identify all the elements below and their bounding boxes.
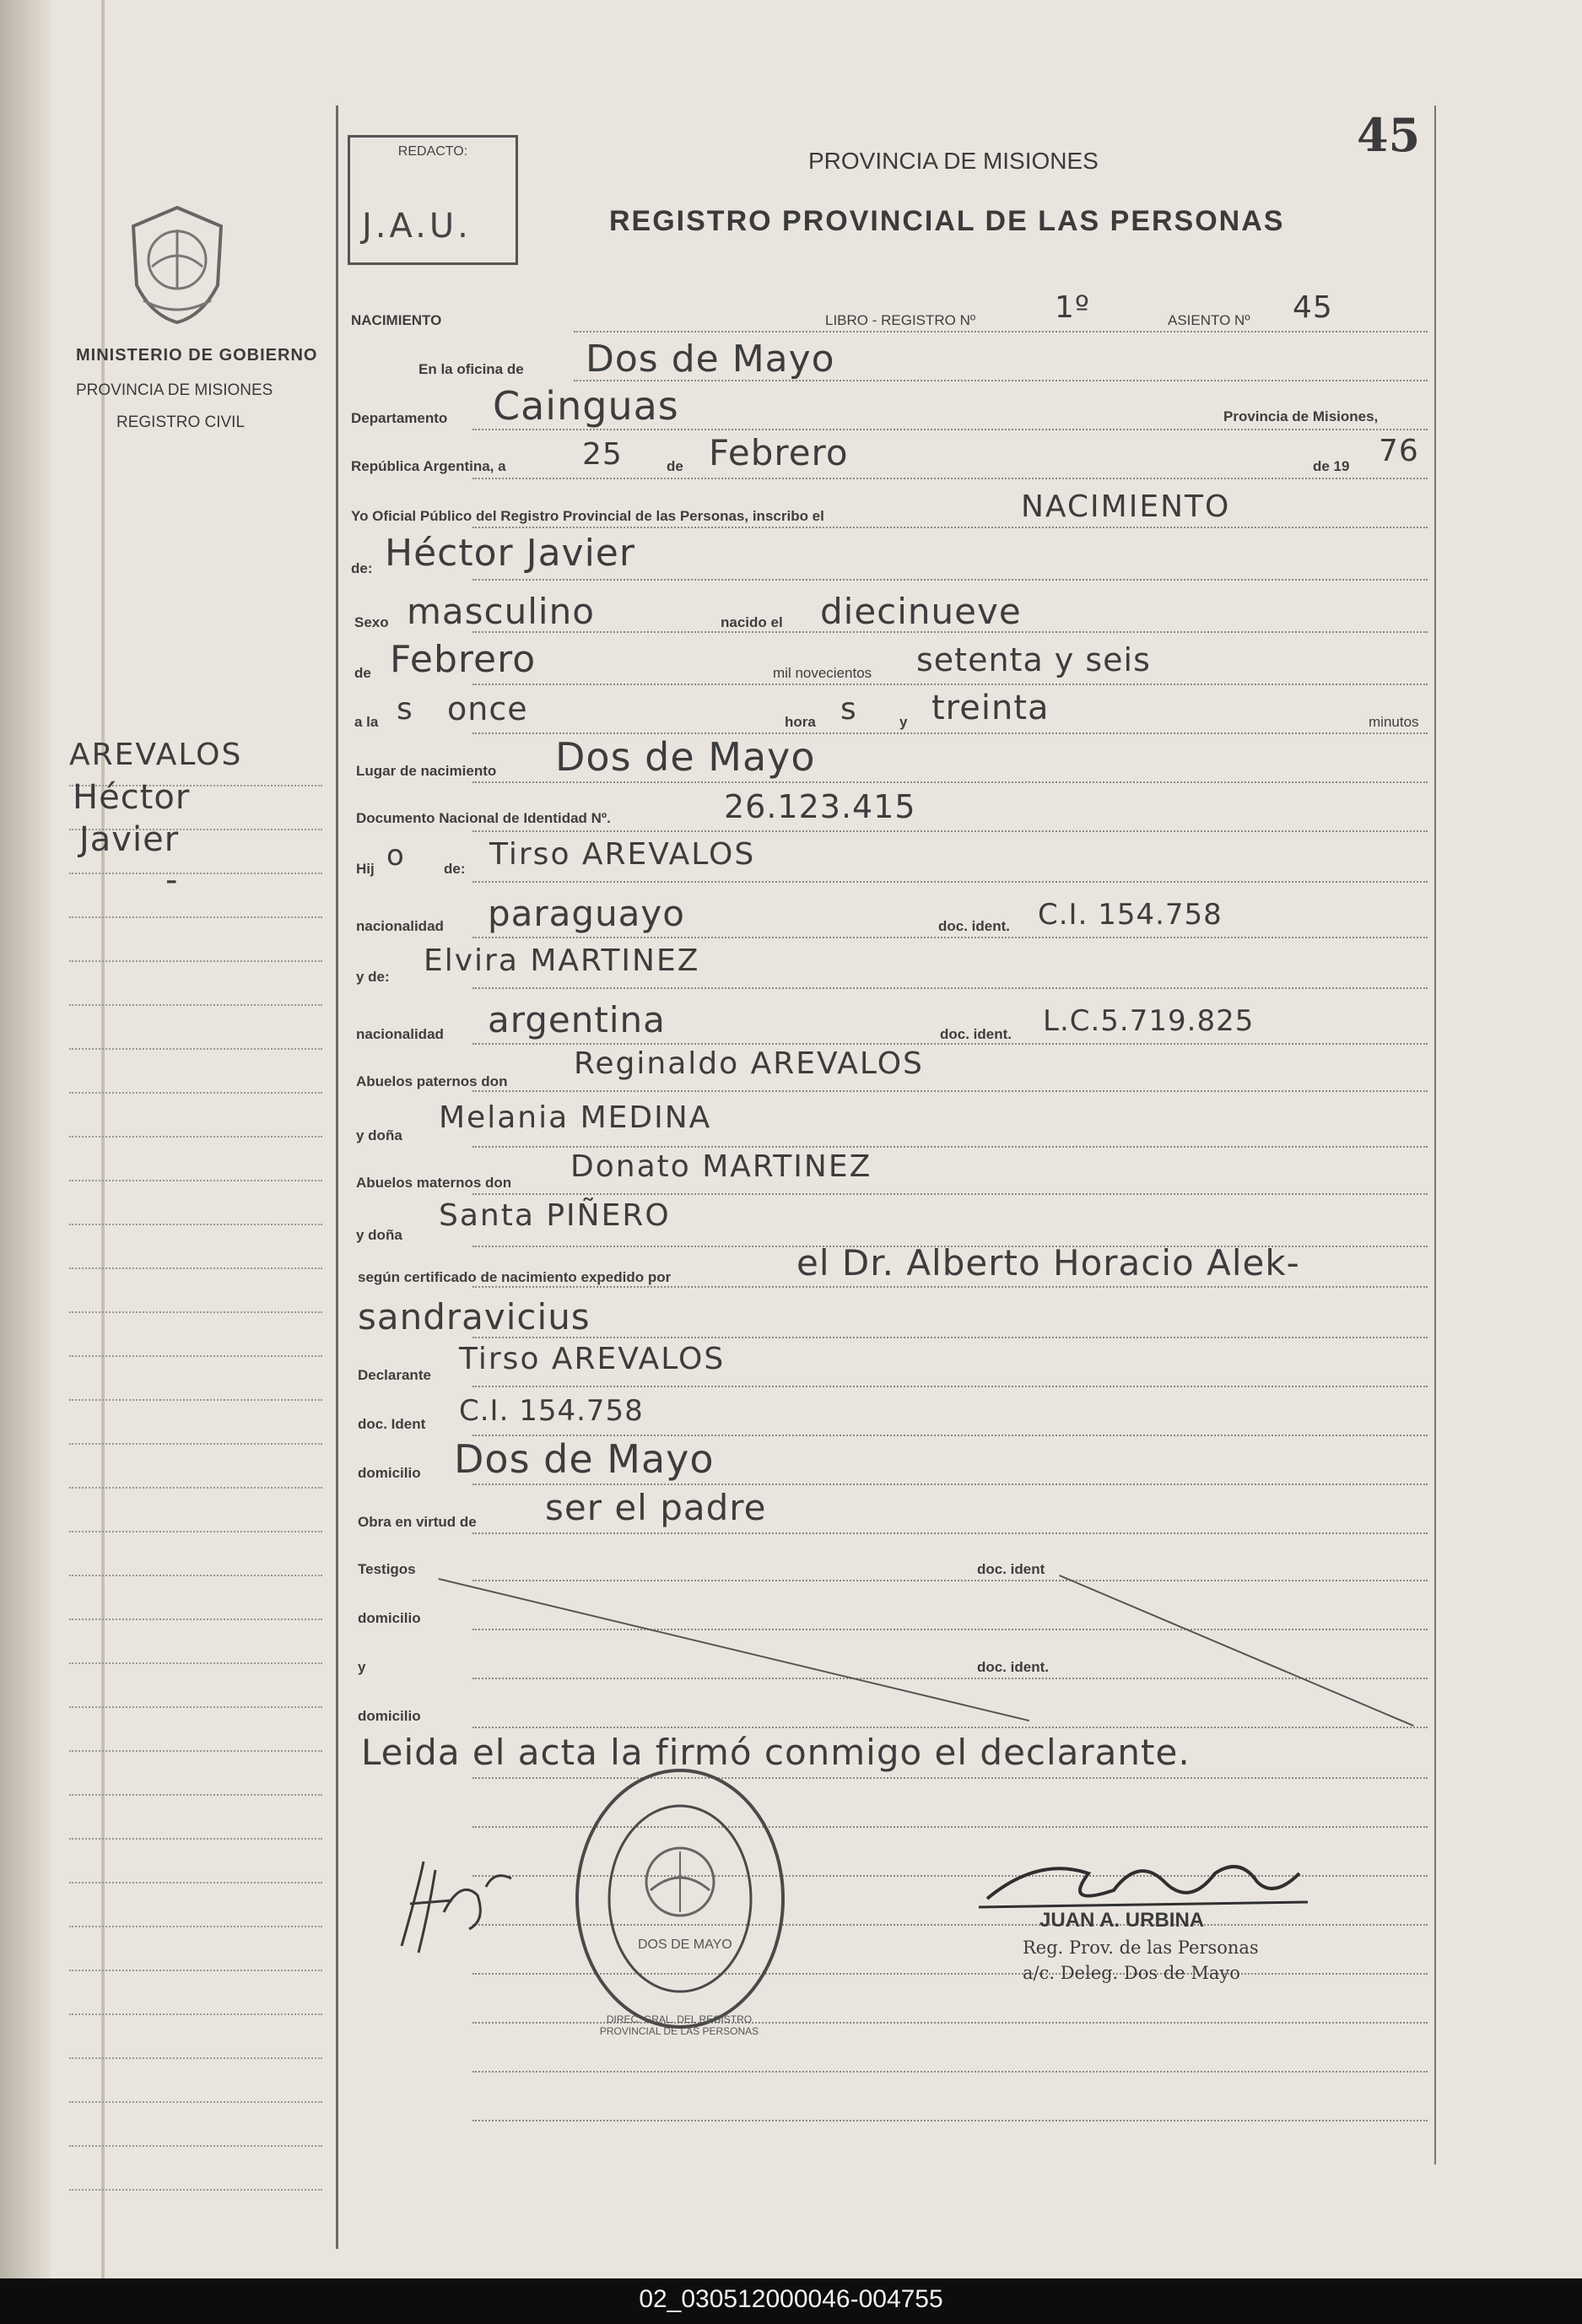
value-abuelo-materno: Donato MARTINEZ bbox=[570, 1149, 872, 1184]
value-a-las-suffix: s bbox=[397, 692, 413, 727]
margin-ruled-line bbox=[69, 1882, 322, 1884]
value-padre: Tirso AREVALOS bbox=[489, 837, 756, 872]
label-yo-oficial: Yo Oficial Público del Registro Provincial de las Personas, inscribo el bbox=[351, 508, 824, 524]
value-mes: Febrero bbox=[709, 432, 849, 473]
label-de-19: de 19 bbox=[1313, 458, 1350, 474]
ruled-line bbox=[472, 478, 1428, 479]
value-certificado-1: el Dr. Alberto Horacio Alek- bbox=[796, 1242, 1300, 1284]
coat-of-arms-emblem bbox=[118, 201, 236, 327]
label-obra: Obra en virtud de bbox=[358, 1514, 477, 1530]
label-abuelos-paternos: Abuelos paternos don bbox=[356, 1073, 508, 1089]
value-hora: once bbox=[447, 690, 528, 727]
ruled-line bbox=[472, 429, 1428, 430]
margin-ruled-line bbox=[69, 1092, 322, 1094]
margin-ruled-line bbox=[69, 2101, 322, 2103]
ruled-line bbox=[472, 1580, 1428, 1581]
label-hora: hora bbox=[785, 714, 816, 730]
value-certificado-2: sandravicius bbox=[358, 1296, 591, 1338]
value-hij-suffix: o bbox=[386, 839, 405, 873]
value-departamento: Cainguas bbox=[493, 383, 679, 429]
signatory-line-2: a/c. Deleg. Dos de Mayo bbox=[1023, 1963, 1240, 1983]
label-y-de-madre: y de: bbox=[356, 969, 390, 985]
value-declarante: Tirso AREVALOS bbox=[459, 1342, 726, 1376]
value-inscribe: NACIMIENTO bbox=[1021, 489, 1231, 524]
margin-ruled-line bbox=[69, 1575, 322, 1576]
ruled-line bbox=[472, 1146, 1428, 1148]
label-testigos: Testigos bbox=[358, 1561, 416, 1577]
value-asiento: 45 bbox=[1293, 290, 1333, 325]
ruled-line bbox=[472, 2071, 1428, 2073]
signatory-line-1: Reg. Prov. de las Personas bbox=[1023, 1938, 1259, 1958]
ruled-line bbox=[472, 1193, 1428, 1195]
margin-ruled-line bbox=[69, 1224, 322, 1225]
label-doc-ident-declarante: doc. Ident bbox=[358, 1416, 426, 1432]
margin-line bbox=[336, 105, 338, 2249]
value-nacido-dia: diecinueve bbox=[820, 591, 1022, 632]
label-de-mes: de bbox=[354, 665, 371, 681]
value-declarante-domicilio: Dos de Mayo bbox=[454, 1436, 715, 1482]
value-minutos: treinta bbox=[931, 689, 1050, 727]
margin-ruled-line bbox=[69, 1443, 322, 1445]
margin-ruled-line bbox=[69, 1399, 322, 1401]
initials-signature bbox=[385, 1853, 528, 1963]
ministry-line-2: PROVINCIA DE MISIONES bbox=[76, 381, 273, 399]
label-minutos: minutos bbox=[1369, 714, 1419, 730]
redacto-initials: J.A.U. bbox=[362, 207, 472, 246]
label-de-padre: de: bbox=[444, 861, 466, 877]
value-sexo: masculino bbox=[407, 591, 595, 632]
margin-ruled-line bbox=[69, 916, 322, 918]
value-lugar: Dos de Mayo bbox=[555, 734, 816, 780]
ruled-line bbox=[472, 1337, 1428, 1338]
right-border-line bbox=[1434, 105, 1436, 2165]
label-libro: LIBRO - REGISTRO Nº bbox=[825, 312, 976, 328]
margin-ruled-line bbox=[69, 873, 322, 874]
label-y-dona-paterna: y doña bbox=[356, 1127, 402, 1143]
margin-ruled-line bbox=[69, 2145, 322, 2147]
margin-ruled-line bbox=[69, 1706, 322, 1708]
testigos-cancel-stroke-2 bbox=[1059, 1575, 1414, 1727]
label-doc-ident-testigo-2: doc. ident. bbox=[977, 1659, 1049, 1675]
ruled-line bbox=[472, 1678, 1428, 1679]
value-dia: 25 bbox=[582, 437, 623, 472]
ruled-line bbox=[472, 527, 1428, 528]
margin-ruled-line bbox=[69, 2057, 322, 2059]
folio-number: 45 bbox=[1357, 108, 1421, 162]
margin-ruled-line bbox=[69, 1794, 322, 1796]
redacto-box bbox=[348, 135, 518, 265]
ruled-line bbox=[574, 331, 1428, 332]
label-lugar: Lugar de nacimiento bbox=[356, 763, 497, 779]
label-y-testigo-2: y bbox=[358, 1659, 366, 1675]
label-departamento: Departamento bbox=[351, 410, 448, 426]
margin-ruled-line bbox=[69, 1180, 322, 1181]
label-domicilio-declarante: domicilio bbox=[358, 1465, 421, 1481]
seal-ring-text: DIREC. GRAL. DEL REGISTRO PROVINCIAL DE LAS PERSONAS bbox=[599, 2013, 759, 2037]
label-de-dia: de bbox=[667, 458, 683, 474]
binding-edge bbox=[101, 0, 105, 2278]
testigos-cancel-stroke-1 bbox=[439, 1578, 1030, 1721]
ruled-line bbox=[472, 684, 1428, 685]
label-y-dona-materna: y doña bbox=[356, 1227, 402, 1243]
label-nacido: nacido el bbox=[721, 614, 783, 630]
ruled-line bbox=[472, 881, 1428, 883]
margin-ruled-line bbox=[69, 1531, 322, 1532]
closing-statement: Leida el acta la firmó conmigo el declarante. bbox=[361, 1732, 1191, 1773]
label-provincia: Provincia de Misiones, bbox=[1223, 408, 1379, 424]
margin-ruled-line bbox=[69, 1004, 322, 1006]
ruled-line bbox=[472, 1043, 1428, 1045]
value-madre-doc: L.C.5.719.825 bbox=[1043, 1004, 1255, 1038]
label-domicilio-testigo-2: domicilio bbox=[358, 1708, 421, 1724]
redacto-label: REDACTO: bbox=[397, 144, 468, 159]
value-abuela-paterna: Melania MEDINA bbox=[439, 1100, 712, 1135]
margin-ruled-line bbox=[69, 1662, 322, 1664]
signatory-name: JUAN A. URBINA bbox=[1039, 1909, 1205, 1932]
label-sexo: Sexo bbox=[354, 614, 389, 630]
value-libro: 1º bbox=[1055, 290, 1090, 325]
margin-ruled-line bbox=[69, 1355, 322, 1357]
value-padre-doc: C.I. 154.758 bbox=[1038, 898, 1223, 932]
value-hora-suffix: s bbox=[840, 692, 857, 727]
ministry-line-3: REGISTRO CIVIL bbox=[116, 413, 246, 431]
margin-ruled-line bbox=[69, 1136, 322, 1138]
value-nombre: Héctor Javier bbox=[385, 532, 635, 575]
value-padre-nacionalidad: paraguayo bbox=[488, 893, 685, 934]
label-nacionalidad-padre: nacionalidad bbox=[356, 918, 444, 934]
ruled-line bbox=[472, 1090, 1428, 1092]
registry-title: REGISTRO PROVINCIAL DE LAS PERSONAS bbox=[609, 205, 1285, 237]
margin-note-second-name: Javier bbox=[79, 820, 180, 859]
value-oficina: Dos de Mayo bbox=[586, 338, 835, 381]
label-nacionalidad-madre: nacionalidad bbox=[356, 1026, 444, 1042]
label-hij: Hij bbox=[356, 861, 375, 877]
value-anio: 76 bbox=[1379, 434, 1419, 468]
value-madre-nacionalidad: argentina bbox=[488, 999, 666, 1040]
margin-ruled-line bbox=[69, 1267, 322, 1269]
label-abuelos-maternos: Abuelos maternos don bbox=[356, 1175, 512, 1191]
label-segun: según certificado de nacimiento expedido por bbox=[358, 1269, 672, 1285]
label-mil: mil novecientos bbox=[773, 665, 872, 681]
margin-ruled-line bbox=[69, 1838, 322, 1840]
ruled-line bbox=[472, 1286, 1428, 1288]
margin-ruled-line bbox=[69, 2189, 322, 2191]
margin-ruled-line bbox=[69, 1970, 322, 1971]
ruled-line bbox=[472, 1532, 1428, 1534]
value-obra: ser el padre bbox=[545, 1487, 767, 1528]
margin-ruled-line bbox=[69, 1487, 322, 1489]
ruled-line bbox=[472, 937, 1428, 938]
label-domicilio-testigo-1: domicilio bbox=[358, 1610, 421, 1626]
margin-ruled-line bbox=[69, 1926, 322, 1927]
image-identifier: 02_030512000046-004755 bbox=[639, 2285, 943, 2313]
label-doc-ident-madre: doc. ident. bbox=[940, 1026, 1012, 1042]
value-dni: 26.123.415 bbox=[724, 788, 916, 825]
value-madre: Elvira MARTINEZ bbox=[424, 943, 700, 978]
value-nacido-anio: setenta y seis bbox=[916, 641, 1151, 678]
ruled-line bbox=[472, 579, 1428, 581]
label-de-nombre: de: bbox=[351, 560, 373, 576]
ruled-line bbox=[472, 1484, 1428, 1485]
margin-note-surname: AREVALOS bbox=[69, 738, 243, 772]
margin-ruled-line bbox=[69, 1048, 322, 1050]
value-nacido-mes: Febrero bbox=[390, 638, 537, 681]
value-abuelo-paterno: Reginaldo AREVALOS bbox=[574, 1046, 924, 1081]
label-y-minutos: y bbox=[899, 714, 908, 730]
margin-note-first-name: Héctor bbox=[73, 778, 191, 817]
label-doc-ident-padre: doc. ident. bbox=[938, 918, 1010, 934]
ruled-line bbox=[472, 1727, 1428, 1728]
ruled-line bbox=[472, 2120, 1428, 2121]
ruled-line bbox=[472, 1777, 1428, 1779]
label-dni: Documento Nacional de Identidad Nº. bbox=[356, 810, 611, 826]
label-oficina: En la oficina de bbox=[418, 361, 524, 377]
seal-center-text: DOS DE MAYO bbox=[638, 1938, 732, 1952]
margin-note-dash: - bbox=[165, 861, 179, 900]
ruled-line bbox=[472, 1629, 1428, 1630]
label-nacimiento: NACIMIENTO bbox=[351, 312, 442, 328]
ruled-line bbox=[472, 781, 1428, 783]
margin-ruled-line bbox=[69, 1750, 322, 1752]
ruled-line bbox=[472, 1386, 1428, 1387]
margin-ruled-line bbox=[69, 1619, 322, 1620]
value-declarante-doc: C.I. 154.758 bbox=[459, 1394, 644, 1428]
value-abuela-materna: Santa PIÑERO bbox=[439, 1198, 671, 1233]
margin-ruled-line bbox=[69, 960, 322, 962]
label-doc-ident-testigo-1: doc. ident bbox=[977, 1561, 1045, 1577]
province-header: PROVINCIA DE MISIONES bbox=[808, 148, 1099, 174]
official-seal bbox=[570, 1764, 790, 2034]
label-a-las: a la bbox=[354, 714, 379, 730]
label-republica: República Argentina, a bbox=[351, 458, 506, 474]
label-asiento: ASIENTO Nº bbox=[1168, 312, 1250, 328]
ministry-line-1: MINISTERIO DE GOBIERNO bbox=[76, 346, 318, 365]
margin-ruled-line bbox=[69, 2013, 322, 2015]
label-declarante: Declarante bbox=[358, 1367, 431, 1383]
ruled-line bbox=[472, 830, 1428, 832]
margin-ruled-line bbox=[69, 1311, 322, 1313]
ruled-line bbox=[472, 987, 1428, 989]
